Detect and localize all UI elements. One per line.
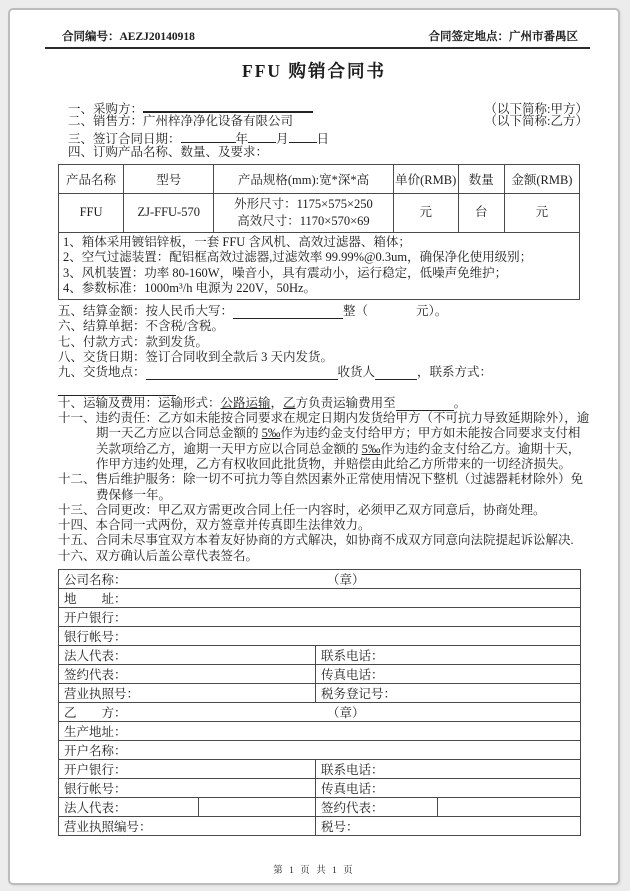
term-item	[58, 335, 592, 350]
sign-table-row	[59, 721, 581, 740]
term-text: 十五、合同未尽事宜双方本着友好协商的方式解决，如协商不成双方同意向法院提起诉讼解决.	[58, 533, 574, 548]
sign-table-cell	[59, 778, 316, 797]
cell-label: 开户银行：	[64, 762, 127, 777]
sign-table-row	[59, 607, 581, 626]
intro-line-buyer	[68, 99, 588, 114]
term-text: 十、运输及费用：运输形式：	[58, 395, 221, 410]
term-text: 整（	[343, 303, 369, 318]
day-label: 日	[316, 131, 330, 146]
term-item	[58, 411, 592, 472]
sign-table-cell	[59, 607, 581, 626]
intro-line-seller	[68, 114, 588, 129]
contract-page	[8, 8, 620, 885]
term-text: 方负责运输费用至	[295, 395, 396, 410]
sign-place	[429, 28, 579, 44]
cell-label: 税务登记号：	[321, 686, 397, 701]
cell-label: 联系电话：	[321, 648, 384, 663]
term-text: 5‰	[361, 441, 381, 456]
sign-table-row	[59, 626, 581, 645]
col-model: 型号	[124, 164, 214, 193]
col-amount: 金额(RMB)	[504, 164, 579, 193]
term-item	[58, 503, 592, 518]
term-item	[58, 518, 592, 533]
month-label: 月	[276, 131, 289, 146]
product-notes	[59, 232, 580, 299]
term-text: 5‰	[261, 426, 281, 441]
sign-table-cell	[59, 588, 581, 607]
sign-table-cell	[59, 702, 581, 721]
sign-table-row	[59, 759, 581, 778]
sign-table-row	[59, 740, 581, 759]
stamp-label: （章）	[327, 572, 365, 587]
product-row	[59, 193, 580, 232]
seller-name: 广州梓净净化设备有限公司	[143, 114, 294, 129]
cell-label: 生产地址：	[64, 724, 127, 739]
term-text: 五、结算金额：按人民币大写：	[58, 303, 234, 318]
blank-underline	[233, 306, 343, 319]
sign-table-row	[59, 816, 581, 835]
cell-amount: 元	[504, 193, 579, 232]
sign-table-cell	[316, 683, 581, 702]
term-text: 收货人	[337, 365, 376, 380]
cell-label: 公司名称：	[64, 572, 127, 587]
col-unit-price: 单价(RMB)	[393, 164, 458, 193]
date-label: 三、签订合同日期：	[68, 131, 181, 146]
cell-label: 法人代表：	[64, 648, 127, 663]
term-text: 十二、售后维护服务：除一切不可抗力等自然因素外正常使用情况下整机（过滤器耗材除外）免费保修一年。	[58, 472, 584, 502]
term-text: 十三、合同更改：甲乙双方需更改合同上任一内容时，必须甲乙双方同意后，协商处理。	[58, 502, 546, 517]
sign-table-row	[59, 664, 581, 683]
blank-space	[368, 303, 416, 315]
term-text: ，	[270, 395, 284, 410]
sign-table-row	[59, 778, 581, 797]
header-divider	[45, 47, 590, 49]
term-item	[58, 472, 592, 503]
contract-number-label: 合同编号：	[62, 31, 120, 43]
note-line: 3、风机装置：功率 80-160W，噪音小，具有震动小，运行稳定，低噪声免维护；	[63, 265, 508, 280]
contract-number	[62, 28, 195, 44]
sign-table-cell	[316, 778, 581, 797]
sign-table-cell	[316, 664, 581, 683]
sign-table-row	[59, 702, 581, 721]
sign-table-cell	[59, 664, 316, 683]
sign-table-cell	[59, 721, 581, 740]
sign-table-cell	[59, 683, 316, 702]
document-header	[62, 28, 578, 44]
seller-label: 二、销售方：	[68, 114, 144, 129]
sign-table-cell	[59, 740, 581, 759]
cell-label: 银行帐号：	[64, 781, 127, 796]
cell-label: 签约代表：	[321, 800, 384, 815]
intro-line-date	[68, 130, 588, 145]
term-text: 八、交货日期：签订合同收到全款后 3 天内发货。	[58, 349, 334, 364]
cell-product-name: FFU	[59, 193, 124, 232]
note-line: 4、参数标准：1000m³/h 电源为 220V，50Hz。	[63, 281, 317, 296]
sign-table-row	[59, 588, 581, 607]
blank-underline	[289, 130, 317, 143]
product-notes-row	[59, 232, 580, 299]
term-item	[58, 365, 592, 396]
cell-label: 传真电话：	[321, 667, 384, 682]
term-text: ，联系方式：	[417, 365, 493, 380]
sign-table-cell	[438, 797, 581, 816]
term-item	[58, 396, 592, 411]
term-text: 。	[453, 395, 467, 410]
blank-underline	[375, 367, 417, 380]
products-label: 四、订购产品名称、数量、及要求：	[68, 145, 269, 160]
sign-table-row	[59, 683, 581, 702]
cell-label: 联系电话：	[321, 762, 384, 777]
sign-table-cell	[59, 797, 199, 816]
blank-underline	[248, 130, 276, 143]
sign-table-cell	[59, 645, 316, 664]
terms-list	[58, 303, 592, 564]
term-text: 作为违约金支付给甲方；甲方如未能按合同要求支付相关款项给乙方，逾期一天甲方应以合同总金额的	[96, 426, 581, 456]
term-text: 乙	[283, 395, 296, 410]
spec-outer-size: 外形尺寸：1175×575×250	[234, 196, 373, 211]
sign-table-cell	[316, 759, 581, 778]
cell-label: 开户银行：	[64, 610, 127, 625]
contract-number-value: AEZJ20140918	[119, 31, 195, 43]
term-item	[58, 319, 592, 334]
stamp-label: （章）	[327, 705, 365, 720]
term-text: 作为违约金支付给乙方。逾期十天，作甲方违约处理，乙方有权收回此批货物，并赔偿由此给乙方所带来的一切经济损失。	[96, 441, 581, 471]
term-text: 十四、本合同一式两份，双方签章并传真即生法律效力。	[58, 518, 371, 533]
document-title: FFU 购销合同书	[242, 61, 386, 81]
blank-underline	[146, 367, 338, 380]
cell-label: 银行帐号：	[64, 629, 127, 644]
sign-table-cell	[316, 816, 581, 835]
term-text: 九、交货地点：	[58, 365, 146, 380]
intro-line-products	[68, 145, 588, 160]
sign-table-row	[59, 645, 581, 664]
term-text: 七、付款方式：款到发货。	[58, 334, 209, 349]
year-label: 年	[235, 131, 249, 146]
term-item	[58, 303, 592, 319]
sign-table-cell	[199, 797, 316, 816]
term-text: 公路运输	[220, 395, 271, 410]
cell-label: 开户名称：	[64, 743, 127, 758]
sign-table-cell	[59, 569, 581, 588]
col-product-name: 产品名称	[59, 164, 124, 193]
cell-label: 法人代表：	[64, 800, 127, 815]
intro-section	[68, 99, 588, 161]
blank-underline	[143, 99, 313, 113]
cell-spec	[214, 193, 393, 232]
term-item	[58, 533, 592, 548]
cell-label: 营业执照号：	[64, 686, 140, 701]
sign-table-cell	[59, 816, 316, 835]
blank-underline	[181, 130, 236, 143]
spec-hepa-size: 高效尺寸：1170×570×69	[237, 213, 370, 228]
buyer-label: 一、采购方：	[68, 102, 144, 116]
signature-table	[58, 569, 581, 836]
sign-table-cell	[316, 797, 438, 816]
cell-label: 营业执照编号：	[64, 819, 152, 834]
sign-table-row	[59, 569, 581, 588]
cell-label: 地 址：	[64, 591, 127, 606]
col-spec: 产品规格(mm):宽*深*高	[214, 164, 393, 193]
sign-table-cell	[59, 626, 581, 645]
term-text: 十六、双方确认后盖公章代表签名。	[58, 548, 259, 563]
cell-qty: 台	[458, 193, 504, 232]
term-item	[58, 549, 592, 564]
buyer-alias: （以下简称:甲方）	[484, 102, 588, 116]
cell-label: 税号：	[321, 819, 359, 834]
cell-model: ZJ-FFU-570	[124, 193, 214, 232]
term-item	[58, 350, 592, 365]
sign-table-cell	[59, 759, 316, 778]
blank-underline	[396, 398, 454, 411]
cell-label: 乙 方：	[64, 705, 127, 720]
seller-alias: （以下简称:乙方）	[484, 114, 588, 129]
blank-underline	[58, 383, 176, 396]
term-text: 十一、违约责任：乙方如未能按合同要求在规定日期内发货给甲方（不可抗力导致延期除外），逾期一天乙方应以合同总金额的	[58, 411, 590, 441]
sign-place-label: 合同签定地点：	[428, 31, 509, 43]
cell-label: 签约代表：	[64, 667, 127, 682]
term-text: 元）。	[416, 303, 448, 318]
sign-place-value: 广州市番禺区	[509, 31, 578, 43]
page-footer: 第 1 页 共 1 页	[273, 865, 355, 876]
sign-table-row	[59, 797, 581, 816]
sign-table-cell	[316, 645, 581, 664]
col-qty: 数量	[458, 164, 504, 193]
note-line: 1、箱体采用镀铝锌板，一套 FFU 含风机、高效过滤器、箱体；	[63, 234, 411, 249]
product-table-header-row	[59, 164, 580, 193]
term-text: 六、结算单据：不含税/含税。	[58, 319, 224, 334]
note-line: 2、空气过滤装置：配铝框高效过滤器,过滤效率 99.99%@0.3um，确保净化使用级别；	[63, 250, 533, 265]
product-table	[58, 164, 580, 300]
cell-unit-price: 元	[393, 193, 458, 232]
cell-label: 传真电话：	[321, 781, 384, 796]
sign-table-body	[59, 569, 581, 835]
